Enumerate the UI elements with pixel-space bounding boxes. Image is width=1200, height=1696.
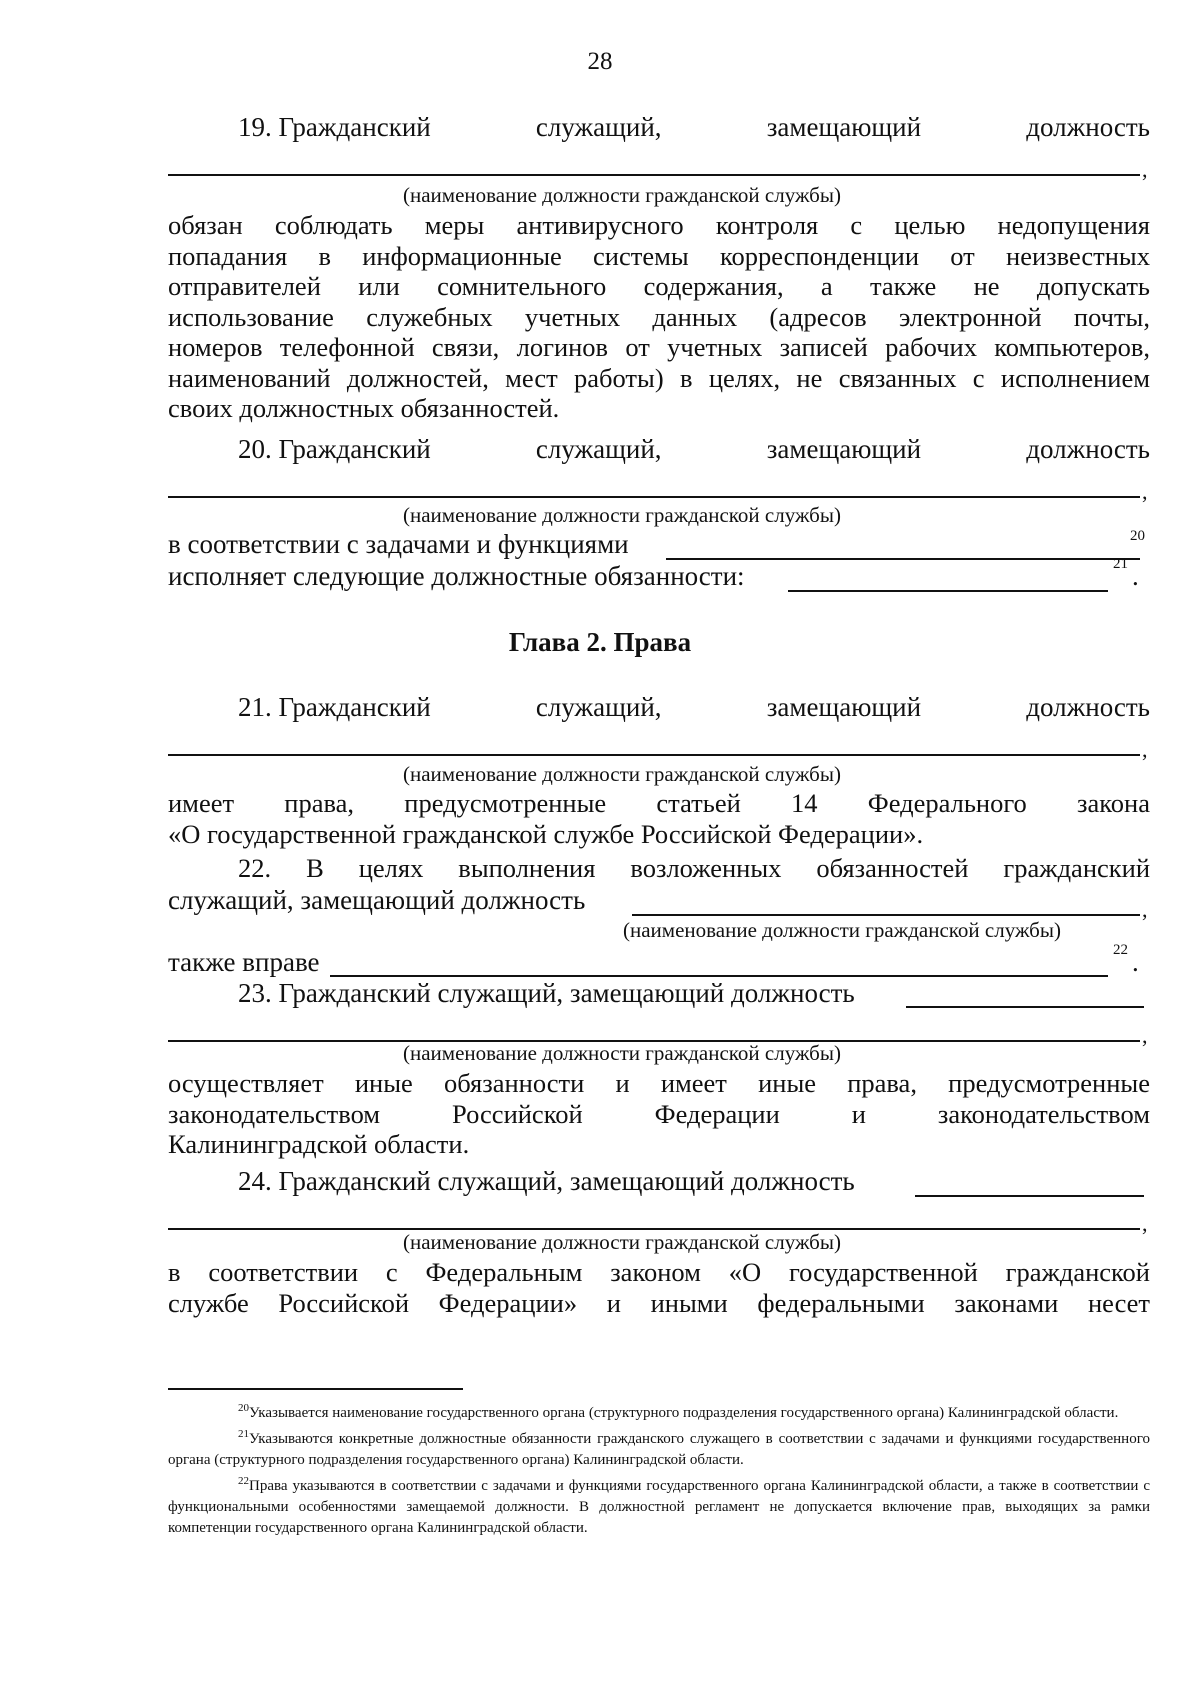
footnote-20: $^{20}$Указывается наименование государственного органа (структурного подразделения государственного органа) Калининградской области. — [238, 1402, 1119, 1421]
p21-comma: , — [1142, 737, 1148, 762]
footnote-21: $^{21}$Указываются конкретные должностные обязанности гражданского служащего в соответствии с задачами и функциями государственного органа (структурного подразделения государственного органа) Калининградской области. — [168, 1428, 1150, 1468]
p19-first-line: 19. Гражданский служащий, замещающий должность — [238, 112, 1150, 142]
p22-comma: , — [1142, 897, 1148, 922]
footnote-22: $^{22}$Права указываются в соответствии с задачами и функциями государственного органа Калининградской области, а также в соответствии с функциональными особенностями замещаемой должности. В должностной регламент не допускается включение прав, выходящих за рамки компетенции государственного органа Калининградской области. — [168, 1475, 1150, 1536]
chapter-heading: Глава 2. Права — [508, 627, 692, 657]
p23-line-1: 23. Гражданский служащий, замещающий должность — [238, 978, 855, 1008]
p20-line-1: в соответствии с задачами и функциями — [168, 529, 629, 559]
p21-position-caption: (наименование должности гражданской службы) — [403, 762, 841, 786]
p23-comma: , — [1142, 1023, 1148, 1048]
p20-fill-line-duties — [788, 590, 1108, 592]
footnote-ref-22: 22 — [1113, 942, 1128, 958]
p24-body: в соответствии с Федеральным законом «О государственной гражданской службе Российской Федерации» и иными федеральными законами несет — [168, 1257, 1150, 1318]
p24-position-caption: (наименование должности гражданской службы) — [403, 1230, 841, 1254]
p24-comma: , — [1142, 1211, 1148, 1236]
p20-line-2: исполняет следующие должностные обязанности: — [168, 561, 745, 591]
p20-dot: . — [1132, 561, 1139, 591]
p23-body: осуществляет иные обязанности и имеет иные права, предусмотренные законодательством Российской Федерации и законодательством Калининградской области. — [168, 1068, 1150, 1159]
p21-fill-line — [168, 754, 1140, 756]
p22-line-1: 22. В целях выполнения возложенных обязанностей гражданский — [238, 853, 1150, 883]
p21-first-line: 21. Гражданский служащий, замещающий должность — [238, 692, 1150, 722]
p19-body: обязан соблюдать меры антивирусного контроля с целью недопущения попадания в информационные системы корреспонденции от неизвестных отправителей или сомнительного содержания, а также не допускать использование служебных учетных данных (адресов электронной почты, номеров телефонной связи, логинов от учетных записей рабочих компьютеров, наименований должностей, мест работы) в целях, не связанных с исполнением своих должностных обязанностей. — [168, 210, 1150, 423]
p21-body: имеет права, предусмотренные статьей 14 Федерального закона «О государственной гражданской службе Российской Федерации». — [168, 788, 1150, 849]
p24-fill-line-top — [915, 1195, 1144, 1197]
p20-position-caption: (наименование должности гражданской службы) — [403, 503, 841, 527]
p23-position-caption: (наименование должности гражданской службы) — [403, 1041, 841, 1065]
footnote-ref-21: 21 — [1113, 556, 1128, 572]
p20-fill-line-functions — [666, 558, 1140, 560]
p22-fill-line — [632, 914, 1140, 916]
footnote-separator — [168, 1388, 463, 1390]
p22-position-caption: (наименование должности гражданской службы) — [623, 918, 1061, 942]
p20-fill-line — [168, 496, 1140, 498]
footnote-ref-20: 20 — [1130, 528, 1145, 544]
p22-fill-line-rights — [330, 975, 1108, 977]
p20-first-line: 20. Гражданский служащий, замещающий должность — [238, 434, 1150, 464]
p22-line-3: также вправе — [168, 947, 320, 977]
p22-line-2: служащий, замещающий должность — [168, 885, 586, 915]
p24-line-1: 24. Гражданский служащий, замещающий должность — [238, 1166, 855, 1196]
p20-comma: , — [1142, 479, 1148, 504]
p19-comma: , — [1142, 157, 1148, 182]
footnotes — [168, 1398, 1150, 1539]
p19-fill-line — [168, 174, 1140, 176]
p19-position-caption: (наименование должности гражданской службы) — [403, 183, 841, 207]
page-number: 28 — [587, 48, 613, 75]
p22-dot: . — [1132, 947, 1139, 977]
p23-fill-line-top — [906, 1006, 1144, 1008]
